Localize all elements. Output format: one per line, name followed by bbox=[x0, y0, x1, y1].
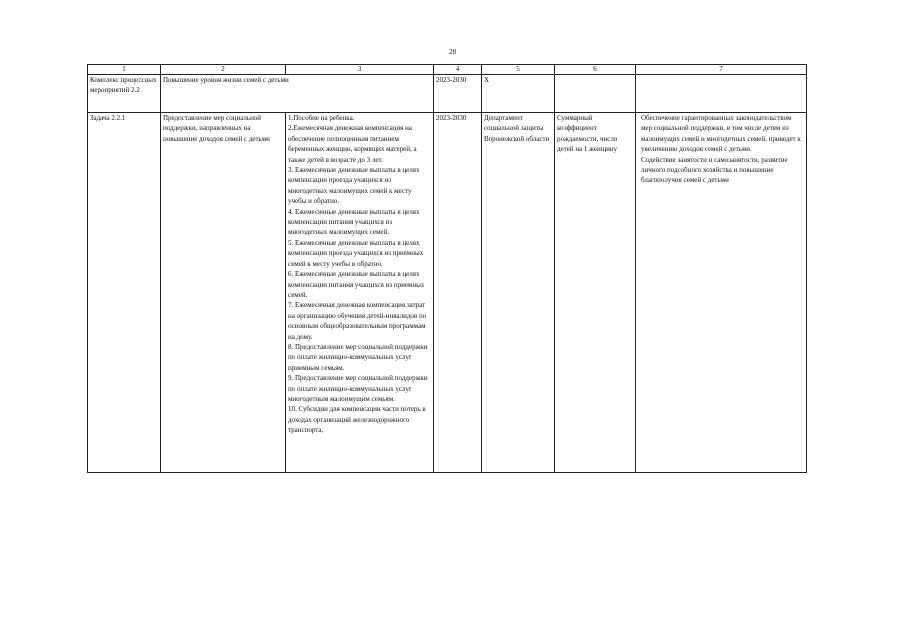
task-expected-effect bbox=[636, 113, 807, 473]
complex-label: Комплекс процессных мероприятий 2.2 bbox=[88, 75, 161, 113]
complex-title: Повышение уровня жизни семей с детьми bbox=[161, 75, 434, 113]
task-measures-list bbox=[286, 113, 434, 473]
complex-responsible: X bbox=[482, 75, 555, 113]
task-indicator: Суммарный коэффициент рождаемости, число детей на 1 женщину bbox=[555, 113, 636, 473]
column-header: 2 bbox=[161, 65, 286, 75]
measure-item: 3. Ежемесячные денежные выплаты в целях компенсации проезда учащихся из многодетных малоимущих семей к месту учебы и обратно. bbox=[288, 166, 420, 206]
program-table bbox=[87, 64, 807, 473]
task-label: Задача 2.2.1 bbox=[88, 113, 161, 473]
column-number-row bbox=[88, 65, 807, 75]
measure-item: 4. Ежемесячные денежные выплаты в целях компенсации питания учащихся из многодетных малоимущих семей. bbox=[288, 207, 420, 237]
task-description: Предоставление мер социальной поддержки, направленных на повышение доходов семей с детьми bbox=[161, 113, 286, 473]
column-header: 5 bbox=[482, 65, 555, 75]
measure-item: 2.Ежемесячная денежная компенсация на обеспечение полноценным питанием беременных женщин, кормящих матерей, а также детей в возрасте до 3 лет. bbox=[288, 124, 417, 164]
measure-item: 8. Предоставление мер социальной поддержки по оплате жилищно-коммунальных услуг приемным семьям. bbox=[288, 342, 428, 372]
measure-item: 6. Ежемесячные денежные выплаты в целях компенсации питания учащихся из приемных семей. bbox=[288, 270, 425, 299]
column-header: 3 bbox=[286, 65, 434, 75]
measure-item: 5. Ежемесячные денежные выплаты в целях компенсации проезда учащихся из приемных семей к месту учебы и обратно. bbox=[288, 238, 424, 268]
complex-effect bbox=[636, 75, 807, 113]
effect-paragraph: Обеспечение гарантированных законодательством мер социальной поддержки, в том числе детям из малоимущих семей и многодетных семей, приведет к увеличению доходов семей с детьми. bbox=[641, 114, 801, 154]
measure-item: 9. Предоставление мер социальной поддержки по оплате жилищно-коммунальных услуг многодетным малоимущим семьям. bbox=[288, 374, 428, 403]
complex-indicator bbox=[555, 75, 636, 113]
measure-item: 7. Ежемесячная денежная компенсация затрат на организацию обучения детей-инвалидов по основным общеобразовательным программам на дому. bbox=[288, 301, 427, 341]
table-row-task bbox=[88, 113, 807, 473]
column-header: 4 bbox=[434, 65, 482, 75]
task-responsible: Департамент социальной защиты Воронежской области bbox=[482, 113, 555, 473]
column-header: 1 bbox=[88, 65, 161, 75]
page-number: 28 bbox=[449, 48, 456, 56]
column-header: 6 bbox=[555, 65, 636, 75]
table-row-complex bbox=[88, 75, 807, 113]
column-header: 7 bbox=[636, 65, 807, 75]
measure-item: 1.Пособие на ребенка. bbox=[288, 114, 355, 122]
effect-paragraph: Содействие занятости и самозанятости, развитие личного подсобного хозяйства и повышение благополучия семей с детьми bbox=[641, 155, 788, 185]
complex-period: 2023-2030 bbox=[434, 75, 482, 113]
measure-item: 10. Субсидии для компенсации части потерь в доходах организаций железнодорожного транспорта, bbox=[288, 405, 426, 435]
task-period: 2023-2030 bbox=[434, 113, 482, 473]
